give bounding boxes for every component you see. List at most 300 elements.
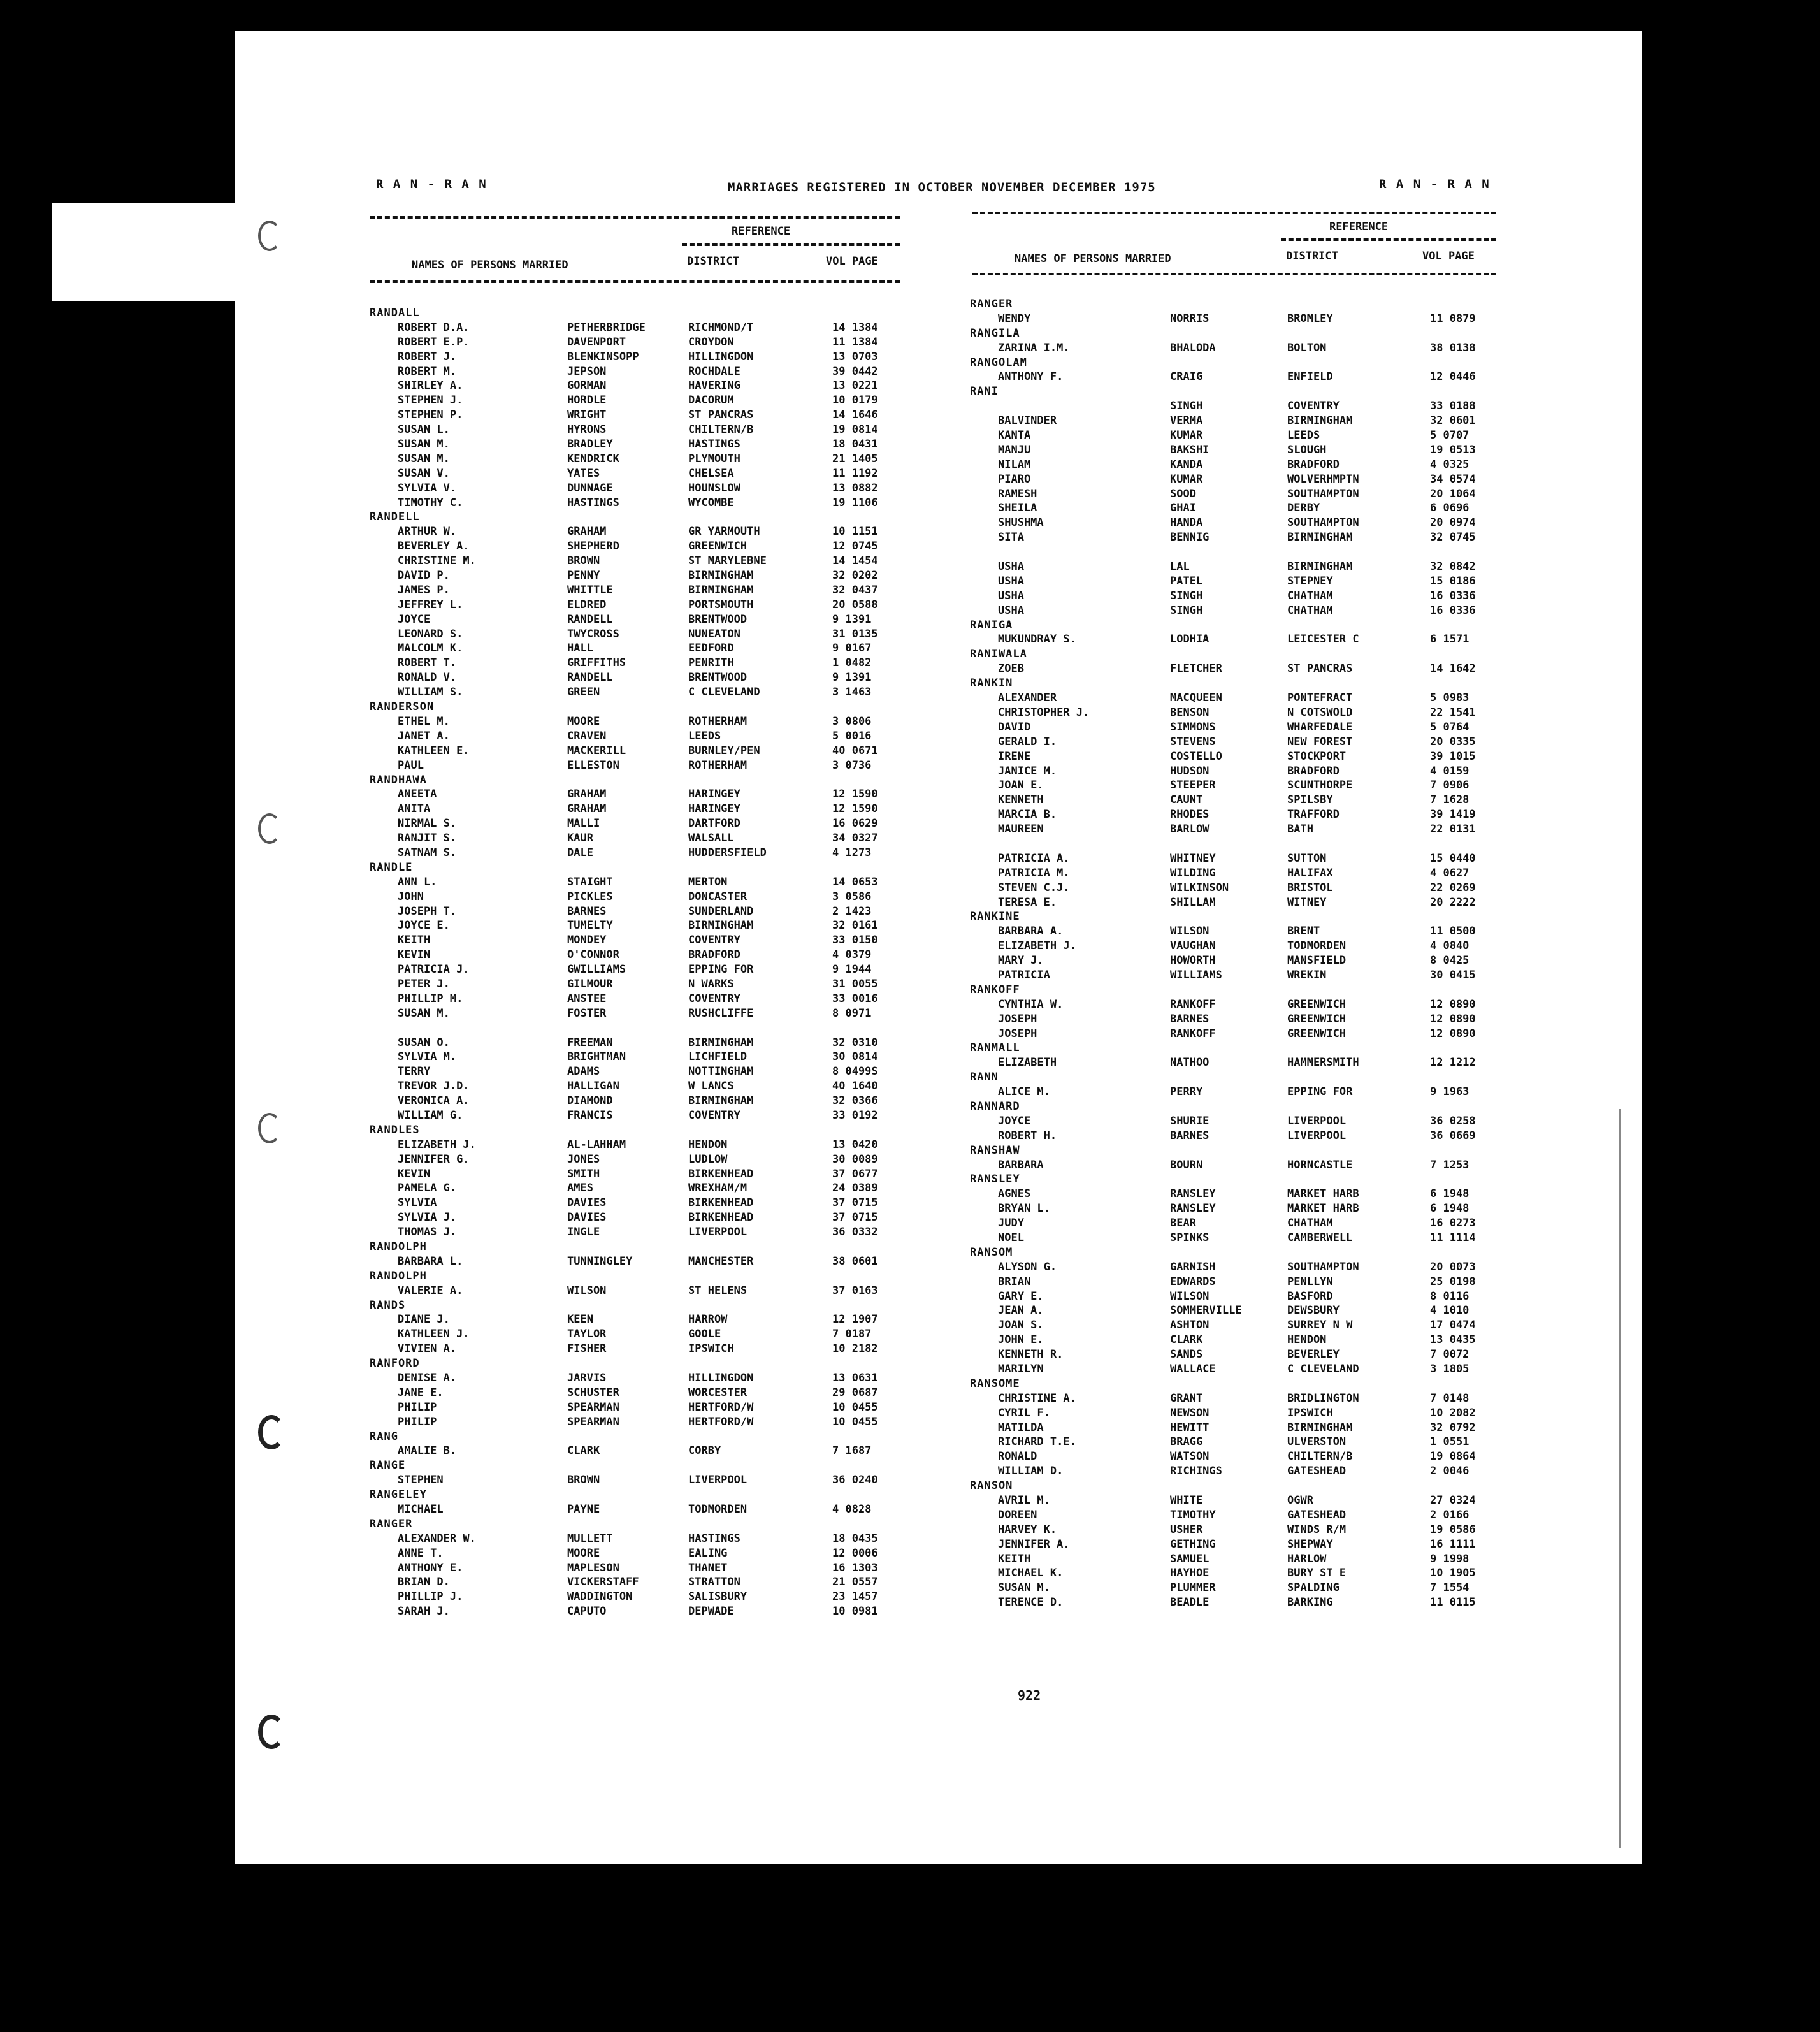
vol-page: 5 0764 <box>1430 720 1470 734</box>
surname: RANDLES <box>370 1123 420 1136</box>
forename: BARBARA L. <box>398 1254 463 1268</box>
vol-page: 36 0258 <box>1430 1114 1476 1128</box>
forename: JAMES P. <box>398 583 450 597</box>
district: BRISTOL <box>1287 881 1333 894</box>
spouse-surname: BRAGG <box>1170 1435 1203 1449</box>
forename: JOSEPH <box>998 1027 1037 1040</box>
vol-page: 36 0240 <box>832 1474 878 1487</box>
district: SCUNTHORPE <box>1287 779 1353 792</box>
forename: ELIZABETH <box>998 1056 1057 1070</box>
rule <box>972 273 1496 275</box>
district: GOOLE <box>688 1328 721 1341</box>
forename: AMALIE B. <box>398 1444 457 1458</box>
surname: RANSOM <box>970 1245 1013 1259</box>
vol-page: 32 0310 <box>832 1036 878 1049</box>
marriage-entry <box>970 808 1518 822</box>
surname: RANSLEY <box>970 1173 1020 1186</box>
spouse-surname: HASTINGS <box>567 496 619 509</box>
marriage-entry <box>370 1254 905 1269</box>
marriage-entry <box>370 1050 905 1064</box>
forename: PHILIP <box>398 1415 437 1428</box>
surname: RANGE <box>370 1459 406 1472</box>
vol-page: 5 0016 <box>832 729 872 743</box>
spouse-surname: SOOD <box>1170 487 1196 500</box>
forename: ANTHONY E. <box>398 1561 463 1574</box>
spouse-surname: BEAR <box>1170 1217 1196 1230</box>
district: RICHMOND/T <box>688 321 754 334</box>
marriage-entry <box>370 1444 905 1458</box>
marriage-entry <box>970 720 1518 735</box>
surname-heading <box>370 860 905 875</box>
vol-page: 20 1064 <box>1430 487 1476 500</box>
district: BRIDLINGTON <box>1287 1391 1359 1405</box>
district: GREENWICH <box>688 540 748 553</box>
forename: NIRMAL S. <box>398 817 457 831</box>
marriage-entry <box>970 516 1518 530</box>
district: C CLEVELAND <box>688 686 760 699</box>
marriage-entry <box>970 604 1518 618</box>
spouse-surname: SPEARMAN <box>567 1415 619 1428</box>
forename: PATRICIA J. <box>398 963 470 976</box>
marriage-entry <box>370 393 905 408</box>
marriage-entry <box>970 939 1518 954</box>
spouse-surname: NORRIS <box>1170 312 1210 325</box>
marriage-entry <box>370 1327 905 1342</box>
vol-page: 7 1687 <box>832 1444 872 1458</box>
spouse-surname: BEADLE <box>1170 1596 1210 1609</box>
spouse-surname: RHODES <box>1170 808 1210 822</box>
spouse-surname: WRIGHT <box>567 409 607 422</box>
district: DARTFORD <box>688 817 740 831</box>
district: MANSFIELD <box>1287 954 1347 968</box>
surname-heading <box>370 1356 905 1371</box>
forename: SUSAN V. <box>398 467 450 480</box>
spouse-surname: TAYLOR <box>567 1328 607 1341</box>
marriage-entry <box>970 632 1518 647</box>
forename: JOSEPH T. <box>398 904 457 918</box>
vol-page: 19 0814 <box>832 423 878 437</box>
district: HAMMERSMITH <box>1287 1056 1359 1070</box>
forename: ARTHUR W. <box>398 525 457 539</box>
vol-page: 7 1554 <box>1430 1581 1470 1595</box>
spouse-surname: YATES <box>567 467 600 480</box>
surname: RANN <box>970 1071 999 1084</box>
surname: RANDALL <box>370 307 420 319</box>
spouse-surname: INGLE <box>567 1226 600 1239</box>
surname: RANIWALA <box>970 648 1027 661</box>
spouse-surname: JONES <box>567 1152 600 1166</box>
marriage-entry <box>370 816 905 831</box>
marriage-entry <box>370 350 905 365</box>
surname: RANDOLPH <box>370 1240 427 1253</box>
surname: RANGILA <box>970 326 1020 340</box>
district: ST PANCRAS <box>1287 662 1353 676</box>
forename: SHUSHMA <box>998 516 1044 530</box>
vol-page: 15 0186 <box>1430 574 1476 588</box>
vol-page: 12 0446 <box>1430 370 1476 384</box>
forename: ELIZABETH J. <box>398 1138 476 1151</box>
marriage-entry <box>370 335 905 350</box>
district: MANCHESTER <box>688 1254 754 1268</box>
district: BIRMINGHAM <box>688 1036 754 1049</box>
district: TRAFFORD <box>1287 808 1340 822</box>
district: COVENTRY <box>688 992 740 1005</box>
vol-page: 32 0601 <box>1430 414 1476 428</box>
spouse-surname: WATSON <box>1170 1450 1210 1463</box>
forename: USHA <box>998 589 1024 602</box>
forename: ROBERT H. <box>998 1129 1057 1142</box>
marriage-entry <box>970 1158 1518 1173</box>
district-header-left: DISTRICT <box>687 255 739 268</box>
spouse-surname: DALE <box>567 846 593 859</box>
marriage-entry <box>970 443 1518 458</box>
forename: JEFFREY L. <box>398 598 463 611</box>
forename: DENISE A. <box>398 1372 457 1385</box>
spouse-surname: DAVENPORT <box>567 335 626 349</box>
forename: TERENCE D. <box>998 1596 1064 1609</box>
spouse-surname: FRANCIS <box>567 1108 613 1122</box>
marriage-entry <box>970 924 1518 939</box>
surname-heading <box>970 384 1518 399</box>
surname-heading <box>370 1517 905 1532</box>
district: ULVERSTON <box>1287 1435 1347 1449</box>
vol-page: 16 0273 <box>1430 1217 1476 1230</box>
surname: RANNARD <box>970 1099 1020 1113</box>
vol-page: 4 0627 <box>1430 866 1470 880</box>
district: SLOUGH <box>1287 443 1327 456</box>
spouse-surname: BRIGHTMAN <box>567 1050 626 1064</box>
marriage-entry <box>970 1129 1518 1143</box>
district: BASFORD <box>1287 1289 1333 1303</box>
vol-page: 22 1541 <box>1430 706 1476 719</box>
forename: TERRY <box>398 1065 431 1078</box>
marriage-entry <box>970 1464 1518 1479</box>
vol-page: 1 0482 <box>832 657 872 670</box>
district: DEWSBURY <box>1287 1304 1340 1317</box>
district: BIRMINGHAM <box>1287 560 1353 574</box>
spouse-surname: CLARK <box>567 1444 600 1458</box>
district: SALISBURY <box>688 1590 748 1604</box>
surname-heading <box>970 676 1518 691</box>
spouse-surname: BROWN <box>567 555 600 568</box>
vol-page: 8 0499S <box>832 1065 878 1078</box>
surname-heading <box>970 1143 1518 1158</box>
spouse-surname: STEVENS <box>1170 735 1216 748</box>
spouse-surname: VICKERSTAFF <box>567 1576 639 1589</box>
marriage-entry <box>970 1347 1518 1362</box>
spouse-surname: SOMMERVILLE <box>1170 1304 1242 1317</box>
district: BIRMINGHAM <box>1287 531 1353 544</box>
district-header-right: DISTRICT <box>1286 250 1338 263</box>
vol-page: 38 0601 <box>832 1254 878 1268</box>
marriage-entry <box>370 1064 905 1079</box>
surname: RANG <box>370 1430 398 1443</box>
vol-page: 6 0696 <box>1430 502 1470 515</box>
vol-page: 7 0072 <box>1430 1348 1470 1361</box>
vol-page: 12 0006 <box>832 1546 878 1560</box>
spouse-surname: GREEN <box>567 686 600 699</box>
forename: JENNIFER G. <box>398 1152 470 1166</box>
marriage-entry <box>370 569 905 583</box>
surname-heading <box>970 647 1518 662</box>
marriage-entry <box>970 1449 1518 1464</box>
marriage-entry <box>370 641 905 656</box>
vol-page: 31 0135 <box>832 627 878 641</box>
district: WINDS R/M <box>1287 1523 1347 1536</box>
district: GREENWICH <box>1287 1012 1347 1026</box>
vol-page: 6 1948 <box>1430 1187 1470 1201</box>
vol-page: 11 1114 <box>1430 1231 1476 1244</box>
spouse-surname: WILDING <box>1170 866 1216 880</box>
marriage-entry <box>970 778 1518 793</box>
district: BURY ST E <box>1287 1567 1347 1580</box>
forename: SUSAN O. <box>398 1036 450 1049</box>
spouse-surname: TWYCROSS <box>567 627 619 641</box>
names-header-right: NAMES OF PERSONS MARRIED <box>1015 252 1171 265</box>
vol-page: 13 0703 <box>832 350 878 363</box>
spouse-surname: KAUR <box>567 832 593 845</box>
forename: WILLIAM D. <box>998 1465 1064 1478</box>
district: STRATTON <box>688 1576 740 1589</box>
surname: RANDERSON <box>370 700 435 714</box>
surname: RANKINE <box>970 910 1020 924</box>
spouse-surname: O'CONNOR <box>567 948 619 962</box>
spouse-surname: HORDLE <box>567 394 607 407</box>
district: CHILTERN/B <box>1287 1450 1353 1463</box>
spouse-surname: PENNY <box>567 569 600 583</box>
vol-page: 20 2222 <box>1430 896 1476 909</box>
right-range-header: R A N - R A N <box>1379 177 1491 191</box>
vol-page: 12 1907 <box>832 1313 878 1326</box>
forename: STEVEN C.J. <box>998 881 1070 894</box>
forename: JOHN E. <box>998 1333 1044 1347</box>
vol-page: 6 1571 <box>1430 633 1470 646</box>
forename: WILLIAM G. <box>398 1108 463 1122</box>
district: SOUTHAMPTON <box>1287 1260 1359 1274</box>
marriage-entry <box>970 428 1518 443</box>
marriage-entry <box>370 890 905 904</box>
district: HENDON <box>688 1138 728 1151</box>
forename: MANJU <box>998 443 1031 456</box>
vol-page: 10 0981 <box>832 1605 878 1618</box>
district: CHATHAM <box>1287 1217 1333 1230</box>
district: ST MARYLEBNE <box>688 555 767 568</box>
vol-page: 2 0046 <box>1430 1465 1470 1478</box>
vol-page: 32 0437 <box>832 583 878 597</box>
forename: STEPHEN <box>398 1474 444 1487</box>
marriage-entry <box>370 554 905 569</box>
vol-page: 14 0653 <box>832 875 878 889</box>
marriage-entry <box>970 1289 1518 1304</box>
marriage-entry <box>370 1561 905 1576</box>
district: MERTON <box>688 875 728 889</box>
marriage-entry <box>370 977 905 992</box>
spouse-surname: GRIFFITHS <box>567 657 626 670</box>
marriage-entry <box>970 896 1518 910</box>
spouse-surname: BHALODA <box>1170 341 1216 354</box>
surname-heading <box>370 1458 905 1473</box>
marriage-entry <box>970 1012 1518 1027</box>
district: STOCKPORT <box>1287 750 1347 763</box>
spouse-surname: BARNES <box>1170 1129 1210 1142</box>
spouse-surname: BENSON <box>1170 706 1210 719</box>
spouse-surname: ELLESTON <box>567 758 619 772</box>
forename: JOYCE E. <box>398 919 450 933</box>
spouse-surname: SHEPHERD <box>567 540 619 553</box>
district: GATESHEAD <box>1287 1508 1347 1521</box>
marriage-entry <box>370 467 905 481</box>
marriage-entry <box>970 1216 1518 1231</box>
district: HALIFAX <box>1287 866 1333 880</box>
surname-heading <box>970 326 1518 341</box>
district: HARINGEY <box>688 788 740 801</box>
forename: VERONICA A. <box>398 1094 470 1108</box>
spouse-surname: NATHOO <box>1170 1056 1210 1070</box>
vol-page: 9 1391 <box>832 613 872 626</box>
district: PORTSMOUTH <box>688 598 754 611</box>
marriage-entry <box>370 1167 905 1182</box>
vol-page: 37 0715 <box>832 1196 878 1210</box>
forename: ROBERT M. <box>398 365 457 378</box>
surname: RANGELEY <box>370 1488 427 1502</box>
marriage-entry <box>370 831 905 846</box>
marriage-entry <box>370 962 905 977</box>
district: PENLLYN <box>1287 1275 1333 1288</box>
district: HERTFORD/W <box>688 1400 754 1414</box>
forename: PATRICIA M. <box>998 866 1070 880</box>
spouse-surname: BOURN <box>1170 1158 1203 1172</box>
marriage-entry <box>970 1552 1518 1567</box>
vol-page: 37 0715 <box>832 1211 878 1224</box>
forename: JOYCE <box>998 1114 1031 1128</box>
vol-page: 32 0366 <box>832 1094 878 1108</box>
vol-page: 20 0335 <box>1430 735 1476 748</box>
forename: PHILLIP J. <box>398 1590 463 1604</box>
volpage-header-right: VOL PAGE <box>1422 250 1475 263</box>
district: SPALDING <box>1287 1581 1340 1595</box>
district: RUSHCLIFFE <box>688 1006 754 1020</box>
spouse-surname: GRAHAM <box>567 525 607 539</box>
spouse-surname: SINGH <box>1170 400 1203 413</box>
spouse-surname: RANKOFF <box>1170 998 1216 1011</box>
surname: RANKOFF <box>970 983 1020 996</box>
forename: JOHN <box>398 890 424 903</box>
forename: KATHLEEN J. <box>398 1328 470 1341</box>
spouse-surname: CRAIG <box>1170 370 1203 384</box>
forename: ALYSON G. <box>998 1260 1057 1274</box>
district: OGWR <box>1287 1494 1313 1507</box>
forename: ELIZABETH J. <box>998 940 1076 953</box>
forename: ETHEL M. <box>398 715 450 728</box>
district: CAMBERWELL <box>1287 1231 1353 1244</box>
vol-page: 12 1212 <box>1430 1056 1476 1070</box>
spouse-surname: AL-LAHHAM <box>567 1138 626 1151</box>
marriage-entry <box>970 1493 1518 1508</box>
spouse-surname: SHILLAM <box>1170 896 1216 909</box>
spouse-surname: FISHER <box>567 1342 607 1356</box>
forename: USHA <box>998 604 1024 617</box>
vol-page: 12 1590 <box>832 802 878 816</box>
marriage-entry <box>970 312 1518 326</box>
marriage-entry <box>370 656 905 671</box>
district: BOLTON <box>1287 341 1327 354</box>
spouse-surname: FLETCHER <box>1170 662 1222 676</box>
forename: PATRICIA A. <box>998 852 1070 865</box>
vol-page: 22 0131 <box>1430 823 1476 836</box>
forename: NOEL <box>998 1231 1024 1244</box>
vol-page: 10 2182 <box>832 1342 878 1356</box>
surname-heading <box>970 1070 1518 1085</box>
marriage-entry <box>970 560 1518 574</box>
vol-page: 13 0221 <box>832 379 878 393</box>
vol-page: 38 0138 <box>1430 341 1476 354</box>
district: SUNDERLAND <box>688 904 754 918</box>
marriage-entry <box>970 1581 1518 1595</box>
spouse-surname: GILMOUR <box>567 977 613 991</box>
spouse-surname: NEWSON <box>1170 1406 1210 1419</box>
district: HARROW <box>688 1313 728 1326</box>
surname: RANDOLPH <box>370 1269 427 1282</box>
marriage-entry <box>970 341 1518 356</box>
marriage-entry <box>370 1532 905 1546</box>
vol-page: 3 0806 <box>832 715 872 728</box>
marriage-entry <box>370 1371 905 1386</box>
spouse-surname: PICKLES <box>567 890 613 903</box>
vol-page: 7 1253 <box>1430 1158 1470 1172</box>
forename: PAUL <box>398 758 424 772</box>
spouse-surname: HANDA <box>1170 516 1203 530</box>
district: HASTINGS <box>688 438 740 451</box>
forename: NILAM <box>998 458 1031 471</box>
forename: RANJIT S. <box>398 832 457 845</box>
spouse-surname: TIMOTHY <box>1170 1508 1216 1521</box>
marriage-entry <box>970 1260 1518 1275</box>
surname: RANMALL <box>970 1041 1020 1055</box>
vol-page: 4 1010 <box>1430 1304 1470 1317</box>
spouse-surname: HAYHOE <box>1170 1567 1210 1580</box>
vol-page: 22 0269 <box>1430 881 1476 894</box>
district: C CLEVELAND <box>1287 1363 1359 1376</box>
district: BIRMINGHAM <box>688 1094 754 1108</box>
surname-heading <box>970 618 1518 633</box>
surname-heading <box>970 1172 1518 1187</box>
vol-page: 13 0631 <box>832 1372 878 1385</box>
forename: JUDY <box>998 1217 1024 1230</box>
surname-heading <box>970 297 1518 312</box>
spouse-surname: CRAVEN <box>567 729 607 743</box>
vol-page: 1 0551 <box>1430 1435 1470 1449</box>
spouse-surname: JARVIS <box>567 1372 607 1385</box>
forename: ANITA <box>398 802 431 816</box>
forename: SUSAN L. <box>398 423 450 437</box>
spouse-surname: GARNISH <box>1170 1260 1216 1274</box>
district: ENFIELD <box>1287 370 1333 384</box>
vol-page: 2 1423 <box>832 904 872 918</box>
spouse-surname: DAVIES <box>567 1211 607 1224</box>
forename: BARBARA A. <box>998 925 1064 938</box>
forename: PATRICIA <box>998 968 1050 982</box>
spouse-surname: WILSON <box>1170 1289 1210 1303</box>
marriage-entry <box>970 881 1518 896</box>
vol-page: 4 0325 <box>1430 458 1470 471</box>
forename: MARY J. <box>998 954 1044 968</box>
marriage-entry <box>970 472 1518 487</box>
vol-page: 12 0745 <box>832 540 878 553</box>
forename: KATHLEEN E. <box>398 744 470 757</box>
district: BATH <box>1287 823 1313 836</box>
marriage-entry <box>370 423 905 437</box>
district: CROYDON <box>688 335 734 349</box>
